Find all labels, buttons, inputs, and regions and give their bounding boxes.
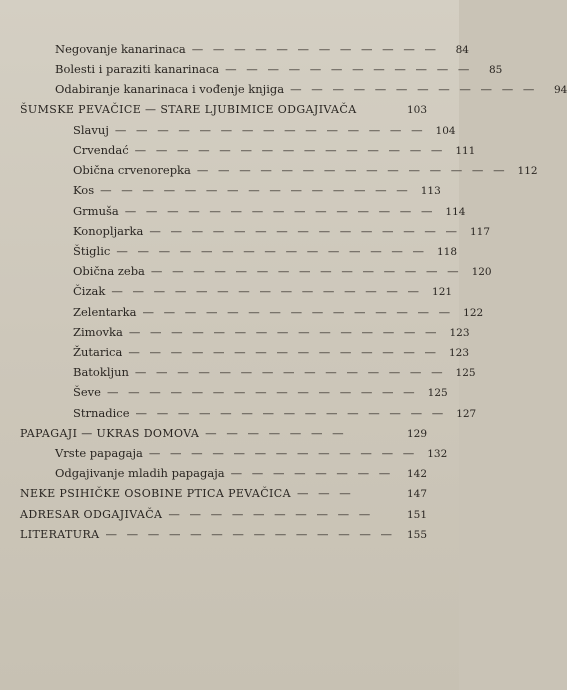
toc-entry-label: Ševe [73,385,101,400]
toc-entry-page-number: 125 [427,387,448,400]
toc-entry [73,282,453,300]
toc-entry-label: Obična crvenorepka [73,163,191,178]
toc-entry-page-number: 120 [471,266,492,279]
toc-entry-page-number: 132 [427,448,448,460]
toc-entry-label: Vrste papagaja [55,446,143,460]
toc-entry [73,303,484,321]
toc-entry-page-number: 104 [435,124,456,137]
toc-entry-leader: — — — — — — — — — — — — — — — [114,122,426,137]
toc-entry-page-number: 142 [406,468,427,481]
toc-entry-leader: — — — — — — — — — — — — — — — [142,304,454,319]
toc-entry-label: Štiglic [73,244,111,258]
toc-entry-label: Odabiranje kanarinaca i vođenje knjiga [55,82,285,97]
toc-entry [73,343,470,361]
toc-entry-leader: — — — — — — — — — — — — — — — [124,203,436,218]
toc-entry-page-number: 111 [455,145,476,157]
toc-entry-leader: — — — — — — — — — — — — — — — [149,223,461,238]
toc-entry [73,242,458,260]
toc-entry [55,60,503,78]
toc-entry-leader: — — — — — — — [205,425,347,440]
toc-entry-label: Strnadice [73,405,130,420]
toc-entry-label: Grmuša [73,203,119,218]
toc-entry-label: Zelentarka [73,304,137,319]
toc-entry-leader: — — — — — — — — — — [168,506,374,521]
toc-entry [73,383,448,401]
toc-entry-page-number: 84 [455,44,469,56]
toc-entry [73,161,538,179]
toc-entry-page-number: 121 [432,286,453,299]
toc-entry [73,141,476,159]
toc-entry-leader: — — — — — — — — — — — — — — — [128,345,440,359]
toc-entry-leader: — — — — — — — — — — — — — — — [111,284,423,299]
toc-entry-leader: — — — — — — — — — — — — [225,62,473,77]
toc-entry-label: PAPAGAJI — UKRAS DOMOVA [20,426,200,440]
toc-entry-label: NEKE PSIHIČKE OSOBINE PTICA PEVAČICA [20,487,291,501]
toc-entry-page-number: 129 [406,427,427,440]
toc-entry-page-number: 117 [469,225,491,238]
toc-entry-label: Slavuj [73,122,109,137]
toc-entry-leader: — — — — — — — — — — — — — — — [135,405,447,420]
toc-entry [55,80,567,98]
toc-entry [20,525,427,543]
toc-entry-leader: — — — — — — — — — — — — — — — [196,163,508,178]
toc-entry [55,40,469,58]
toc-entry [73,323,470,341]
toc-entry [55,444,448,462]
toc-entry-label: Crvendać [73,143,129,157]
toc-entry-label: Žutarica [73,345,123,359]
toc-entry-leader: — — — [296,486,354,501]
toc-entry-label: Konopljarka [73,223,144,238]
toc-entry-label: Bolesti i paraziti kanarinaca [55,62,220,77]
toc-entry-label: Zimovka [73,324,123,339]
toc-entry-page-number: 112 [517,165,538,178]
toc-entry-label: LITERATURA [20,527,100,541]
toc-entry-label: Obična zeba [73,264,145,279]
toc-entry-page-number: 122 [463,306,484,319]
toc-entry-leader: — — — — — — — — — — — — — — — [150,264,462,279]
toc-entry-leader: — — — — — — — — — — — — — — [105,526,396,541]
toc-entry-label: Čizak [73,284,106,299]
toc-entry [73,363,476,381]
toc-entry-leader: — — — — — — — — — — — — [191,42,439,56]
toc-entry [73,202,466,220]
toc-entry-page-number: 85 [488,64,503,77]
toc-entry-page-number: 103 [406,103,427,116]
toc-entry-leader: — — — — — — — — — — — — — — — [116,244,428,258]
toc-entry [73,222,491,240]
toc-entry-page-number: 113 [420,185,441,198]
toc-entry-leader: — — — — — — — — — — — — — — — [107,385,418,400]
toc-entry-leader: — — — — — — — — — — — — — — — [134,365,446,380]
toc-entry-page-number: 155 [406,528,427,541]
toc-entry-page-number: 94 [554,84,567,97]
toc-entry-leader: — — — — — — — — — — — — — — — [128,324,440,339]
toc-entry-leader: — — — — — — — — — — — — [290,82,538,97]
toc-entry [55,464,427,482]
toc-entry-page-number: 125 [455,367,476,380]
toc-entry-page-number: 127 [456,407,477,420]
toc-entry [73,181,441,199]
toc-entry-label: ŠUMSKE PEVAČICE — STARE LJUBIMICE ODGAJIVAČA [20,102,357,116]
toc-entry [20,101,427,119]
toc-entry-page-number: 123 [449,326,470,339]
toc-entry-page-number: 114 [445,205,466,218]
toc-entry-leader: — — — — — — — — — — — — — [148,446,418,460]
toc-entry [73,262,492,280]
toc-entry [20,424,427,442]
toc-entry-label: ADRESAR ODGAJIVAČA [20,507,163,521]
toc-entry-page-number: 123 [449,347,470,359]
toc-entry [73,121,456,139]
toc-entry-label: Negovanje kanarinaca [55,42,186,56]
toc-entry-page-number: 147 [406,488,427,501]
toc-entry-page-number: 118 [436,246,458,258]
toc-entry [20,505,427,523]
toc-entry-leader: — — — — — — — — — — — — — — — [134,143,446,157]
toc-entry [20,484,427,502]
toc-entry-page-number: 151 [406,508,427,521]
toc-entry-label: Batokljun [73,365,129,380]
toc-entry-leader: — — — — — — — — — — — — — — — [100,183,411,198]
toc-entry-leader: — — — — — — — — [230,466,394,481]
toc-entry-label: Odgajivanje mladih papagaja [55,466,225,481]
toc-entry-label: Kos [73,183,95,198]
toc-entry [73,404,477,422]
